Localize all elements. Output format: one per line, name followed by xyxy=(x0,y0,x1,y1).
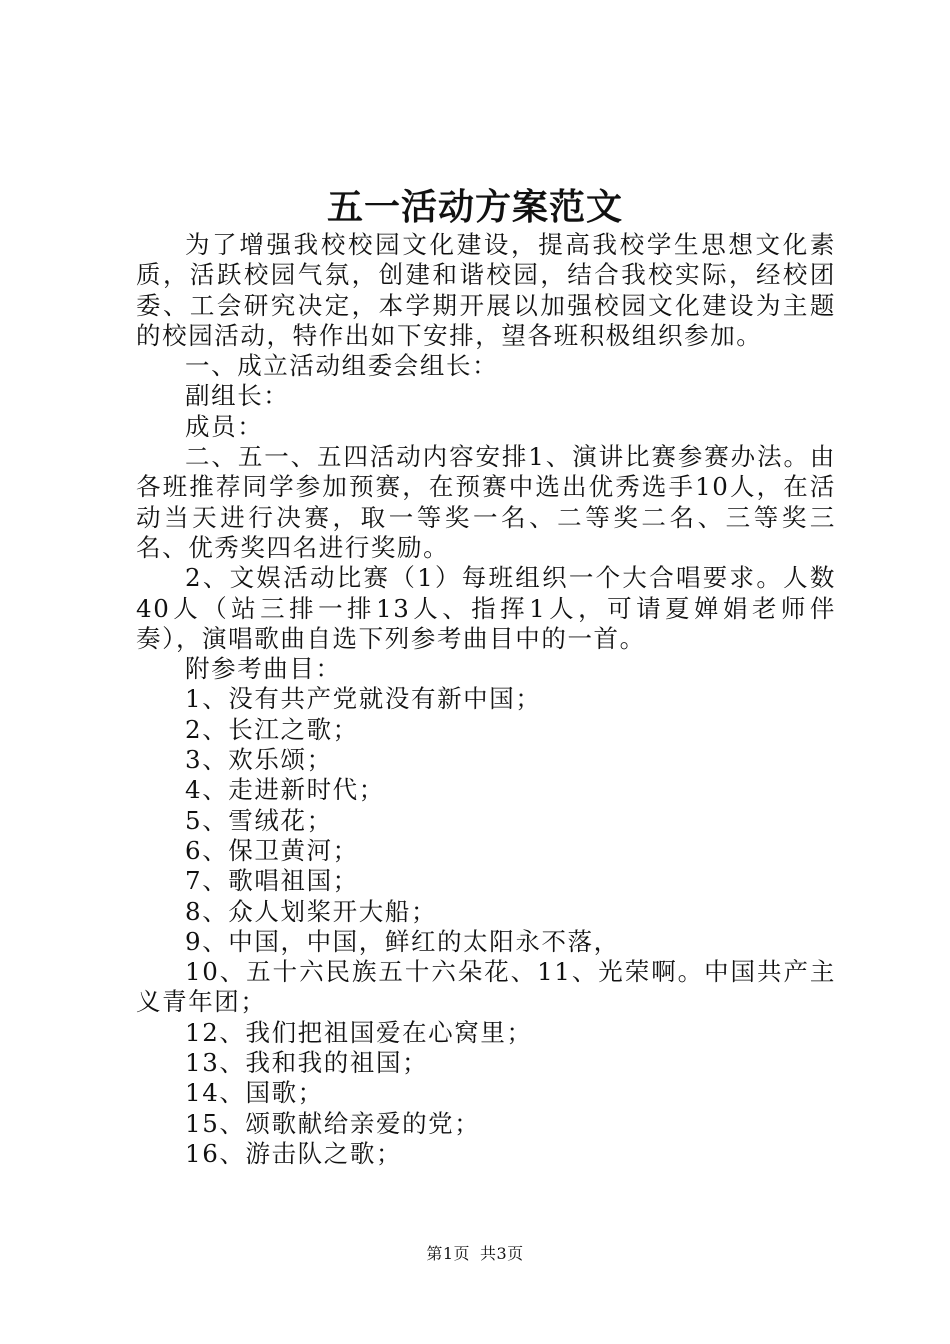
reference-songs-heading: 附参考曲目： xyxy=(185,654,342,684)
song-list-item: 6、保卫黄河； xyxy=(185,835,359,865)
song-list-item: 7、歌唱祖国； xyxy=(185,866,359,896)
vice-leader-line: 副组长： xyxy=(185,381,290,411)
song-list-item: 8、众人划桨开大船； xyxy=(185,896,438,926)
choir-contest-paragraph: 2、文娱活动比赛（1）每班组织一个大合唱要求。人数40人（站三排一排13人、指挥1人，可请夏婵娟老师伴奏），演唱歌曲自选下列参考曲目中的一首。 xyxy=(136,563,836,653)
song-list-item: 13、我和我的祖国； xyxy=(185,1048,429,1078)
section-activities-paragraph: 二、五一、五四活动内容安排1、演讲比赛参赛办法。由各班推荐同学参加预赛，在预赛中选出优秀选手10人，在活动当天进行决赛，取一等奖一名、二等奖二名、三等奖三名、优秀奖四名进行奖励。 xyxy=(136,442,836,562)
song-list-item: 2、长江之歌； xyxy=(185,714,359,744)
members-line: 成员： xyxy=(185,411,264,441)
song-list-item: 10、五十六民族五十六朵花、11、光荣啊。中国共产主义青年团； xyxy=(136,957,836,1017)
document-title: 五一活动方案范文 xyxy=(326,186,623,228)
song-list-item: 14、国歌； xyxy=(185,1078,324,1108)
song-list-item: 1、没有共产党就没有新中国； xyxy=(185,684,542,714)
document-body xyxy=(136,230,836,1169)
page-footer xyxy=(0,1243,950,1265)
song-list-item: 5、雪绒花； xyxy=(185,805,333,835)
song-list-item: 16、游击队之歌； xyxy=(185,1138,403,1168)
song-list-item: 3、欢乐颂； xyxy=(185,745,333,775)
page-number: 第1页 xyxy=(426,1244,470,1263)
section-committee-heading: 一、成立活动组委会组长： xyxy=(185,351,499,381)
song-list-item: 12、我们把祖国爱在心窝里； xyxy=(185,1017,533,1047)
song-list-item: 15、颂歌献给亲爱的党； xyxy=(185,1108,481,1138)
page-total: 共3页 xyxy=(480,1244,524,1263)
intro-paragraph: 为了增强我校校园文化建设，提高我校学生思想文化素质，活跃校园气氛，创建和谐校园，结合我校实际，经校团委、工会研究决定，本学期开展以加强校园文化建设为主题的校园活动，特作出如下安排，望各班积极组织参加。 xyxy=(136,230,836,350)
song-list-item: 9、中国，中国，鲜红的太阳永不落， xyxy=(185,926,620,956)
song-list-item: 4、走进新时代； xyxy=(185,775,385,805)
